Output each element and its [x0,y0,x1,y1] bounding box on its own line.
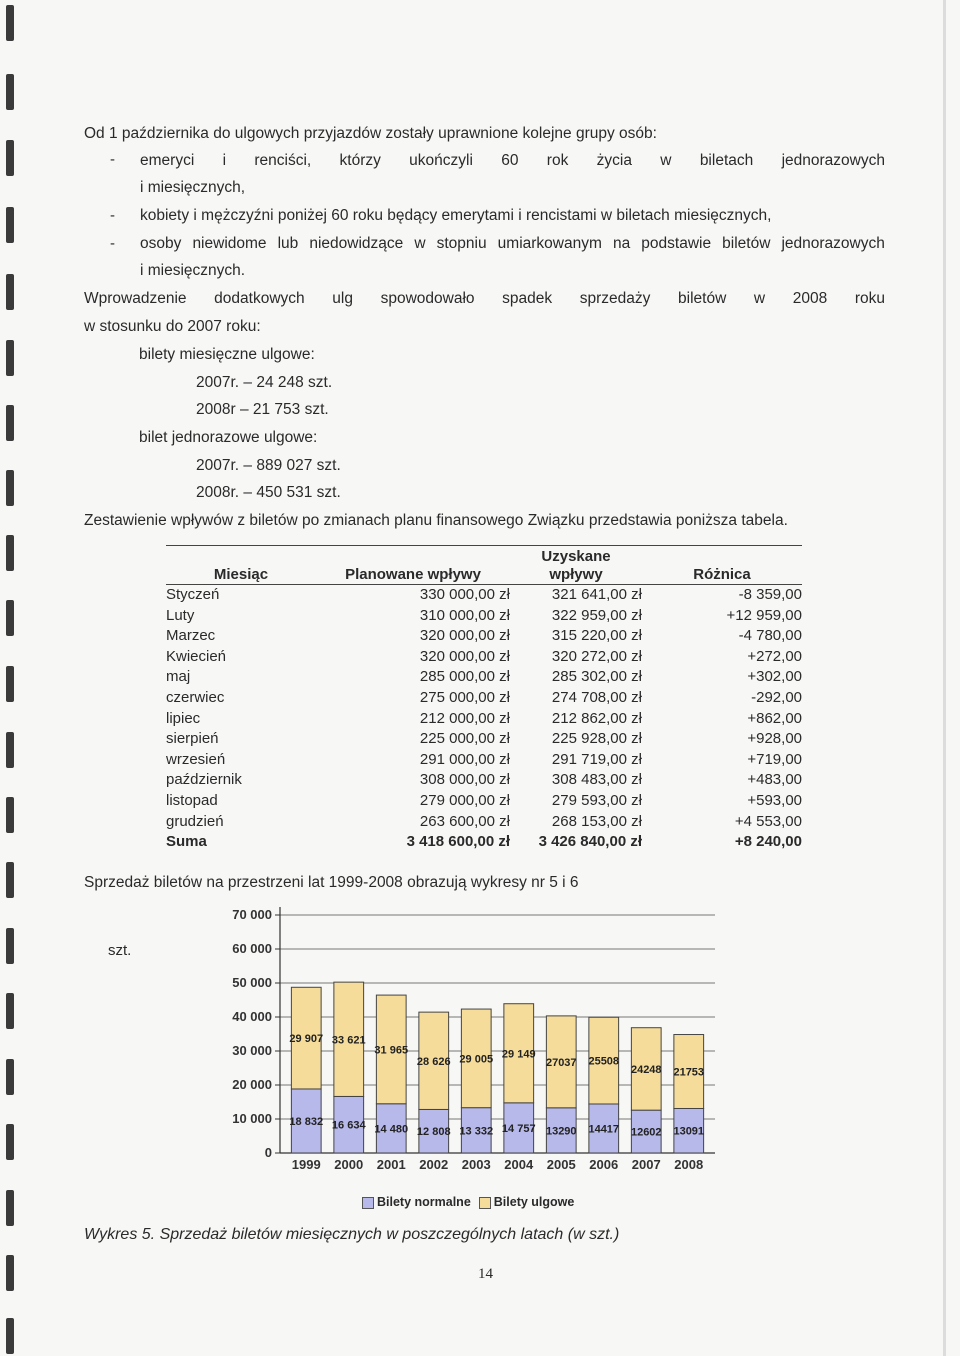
x-tick-label: 2006 [589,1157,619,1172]
x-tick-label: 2001 [376,1157,406,1172]
bar-value-label: 24248 [630,1063,662,1076]
binding-holes [0,0,22,1356]
x-tick-label: 2002 [419,1157,449,1172]
bullet-dash: - [110,151,115,168]
bullet-dash: - [110,235,115,252]
header-obtained: Uzyskane wpływy [510,548,642,585]
y-tick-label: 30 000 [232,1043,272,1058]
sales-text: Sprzedaż biletów na przestrzeni lat 1999-2008 obrazują wykresy nr 5 i 6 [84,874,579,891]
bullet-1-line2: i miesięcznych, [140,179,246,196]
bar-value-label: 33 621 [331,1034,366,1047]
bullet-3-line2: i miesięcznych. [140,262,246,279]
table-row: Styczeń 330 000,00 zł 321 641,00 zł -8 359,00 [166,586,802,603]
bar-value-label: 28 626 [416,1055,451,1068]
table-row: lipiec 212 000,00 zł 212 862,00 zł +862,00 [166,709,802,727]
bar-value-label: 14 757 [501,1122,536,1135]
bullet-2-line1: kobiety i mężczyźni poniżej 60 roku będący emerytami i rencistami w biletach miesięcznych, [140,207,772,224]
bar-value-label: 14 480 [374,1123,409,1136]
bar-value-label: 27037 [545,1056,577,1069]
x-tick-label: 2007 [631,1157,661,1172]
bar-value-label: 13091 [673,1125,705,1138]
table-row: Luty 310 000,00 zł 322 959,00 zł +12 959,00 [166,606,802,624]
bar-value-label: 29 149 [501,1048,536,1061]
bar-value-label: 25508 [588,1055,620,1068]
bar-value-label: 12602 [630,1126,662,1139]
x-tick-label: 2008 [674,1157,704,1172]
legend-normal: Bilety normalne [362,1195,471,1209]
single-2007: 2007r. – 889 027 szt. [196,457,341,474]
table-row: wrzesień 291 000,00 zł 291 719,00 zł +719,00 [166,750,802,768]
x-tick-label: 2005 [546,1157,576,1172]
chart-legend [362,1195,574,1209]
y-tick-label: 0 [264,1145,272,1160]
unit-label: szt. [108,942,132,959]
figure-caption: Wykres 5. Sprzedaż biletów miesięcznych w poszczególnych latach (w szt.) [84,1226,620,1243]
paragraph-2-line1: Wprowadzenie dodatkowych ulg spowodowało spadek sprzedaży biletów w 2008 roku [84,290,885,307]
bullet-1-line1: emeryci i renciści, którzy ukończyli 60 rok życia w biletach jednorazowych [140,152,885,169]
y-tick-label: 10 000 [232,1111,272,1126]
y-tick-label: 20 000 [232,1077,272,1092]
table-row: sierpień 225 000,00 zł 225 928,00 zł +928,00 [166,730,802,748]
y-tick-label: 40 000 [232,1009,272,1024]
single-2008: 2008r. – 450 531 szt. [196,484,341,501]
bar-value-label: 29 907 [289,1033,324,1046]
header-month: Miesiąc [166,548,316,585]
table-row: grudzień 263 600,00 zł 268 153,00 zł +4 553,00 [166,812,802,830]
stacked-bar-chart [200,895,720,1175]
single-heading: bilet jednorazowe ulgowe: [139,429,318,446]
x-tick-label: 2000 [334,1157,364,1172]
bar-value-label: 31 965 [374,1044,409,1057]
paragraph-2-line2: w stosunku do 2007 roku: [84,318,261,335]
page-edge [943,0,946,1356]
bullet-dash: - [110,207,115,224]
table-row: Kwiecień 320 000,00 zł 320 272,00 zł +272,00 [166,647,802,665]
bar-value-label: 14417 [588,1123,620,1136]
legend-swatch-normal [362,1197,374,1209]
monthly-heading: bilety miesięczne ulgowe: [139,346,315,363]
table-row: listopad 279 000,00 zł 279 593,00 zł +593,00 [166,791,802,809]
legend-swatch-reduced [479,1197,491,1209]
intro-paragraph: Od 1 października do ulgowych przyjazdów zostały uprawnione kolejne grupy osób: [84,125,657,142]
table-row: maj 285 000,00 zł 285 302,00 zł +302,00 [166,668,802,686]
bar-value-label: 12 808 [416,1126,451,1139]
x-tick-label: 1999 [291,1157,321,1172]
y-tick-label: 60 000 [232,941,272,956]
table-intro: Zestawienie wpływów z biletów po zmianach planu finansowego Związku przedstawia poniższa tabela. [84,512,788,529]
bar-value-label: 13290 [545,1125,577,1138]
table-sum-row: Suma 3 418 600,00 zł 3 426 840,00 zł +8 240,00 [166,833,802,851]
bar-value-label: 16 634 [331,1119,366,1132]
bar-value-label: 18 832 [289,1115,324,1128]
page-number: 14 [478,1266,493,1282]
y-tick-label: 50 000 [232,975,272,990]
bar-value-label: 13 332 [459,1125,494,1138]
x-tick-label: 2003 [461,1157,491,1172]
monthly-2007: 2007r. – 24 248 szt. [196,374,333,391]
y-tick-label: 70 000 [232,907,272,922]
table-row: czerwiec 275 000,00 zł 274 708,00 zł -292,00 [166,688,802,706]
bar-value-label: 21753 [673,1066,705,1079]
legend-reduced: Bilety ulgowe [479,1195,575,1209]
table-row: Marzec 320 000,00 zł 315 220,00 zł -4 780,00 [166,627,802,645]
header-diff: Różnica [642,548,802,585]
bullet-3-line1: osoby niewidome lub niedowidzące w stopniu umiarkowanym na podstawie biletów jednorazowych [140,235,885,252]
header-planned: Planowane wpływy [316,548,510,585]
monthly-2008: 2008r – 21 753 szt. [196,401,329,418]
bar-value-label: 29 005 [459,1053,494,1066]
x-tick-label: 2004 [504,1157,534,1172]
revenue-table [166,545,802,853]
table-row: październik 308 000,00 zł 308 483,00 zł +483,00 [166,771,802,789]
